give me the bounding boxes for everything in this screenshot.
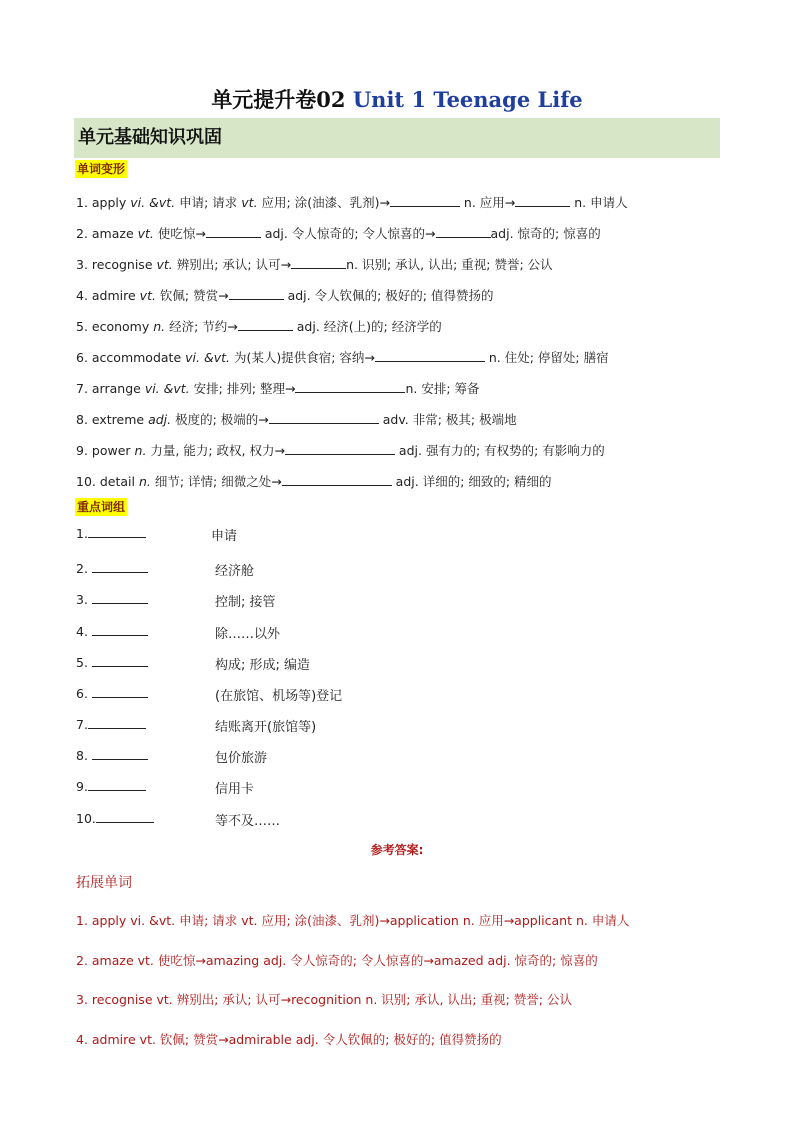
word-form-pos: vi. &vt. [144,381,190,396]
phrase-blank[interactable] [92,655,148,667]
phrase-blank[interactable] [96,811,154,823]
answer-blank[interactable] [229,288,284,300]
word-form-word: 5. economy [76,319,154,334]
word-form-derived: adj. 经济(上)的; 经济学的 [292,319,442,334]
phrase-number: 10. [76,811,96,826]
word-form-meaning: 辨别出; 承认; 认可→ [172,257,292,272]
word-form-word: 9. power [76,443,135,458]
phrase-item [76,624,148,639]
phrase-meaning: 除……以外 [215,627,281,642]
word-form-item [76,412,517,428]
answer-blank[interactable] [390,195,460,207]
word-form-derived: adj. 强有力的; 有权势的; 有影响力的 [394,443,605,458]
word-form-meaning: 应用; 涂(油漆、乳剂)→ [257,195,390,210]
phrase-meaning: 结账离开(旅馆等) [215,720,317,735]
phrase-meaning: 控制; 接管 [215,595,276,610]
phrase-number: 5. [76,655,92,670]
word-form-word: 2. amaze [76,226,138,241]
phrase-item [76,748,148,763]
word-form-item [76,381,480,397]
word-form-word: 6. accommodate [76,350,186,365]
answer-blank[interactable] [295,381,405,393]
phrase-item [76,655,148,670]
answer-blank[interactable] [238,319,293,331]
answer-blank[interactable] [285,443,395,455]
answer-item: 3. recognise vt. 辨别出; 承认; 认可→recognition n. 识别; 承认, 认出; 重视; 赞誉; 公认 [76,992,572,1007]
word-form-word: 8. extreme [76,412,149,427]
phrases-label: 重点词组 [77,500,126,514]
phrase-meaning: 等不及…… [215,814,281,829]
word-form-derived: n. 安排; 筹备 [405,381,480,396]
word-form-pos: vt. [241,195,258,210]
word-form-pos: vt. [156,257,173,272]
word-form-derived: adj. 惊奇的; 惊喜的 [490,226,601,241]
phrase-blank[interactable] [88,779,146,791]
word-form-word: 7. arrange [76,381,145,396]
word-form-derived: n. 住处; 停留处; 膳宿 [484,350,609,365]
phrase-blank[interactable] [92,624,148,636]
word-form-item [76,474,552,490]
title-en: Unit 1 Teenage Life [352,87,583,112]
word-form-derived: adj. 令人惊奇的; 令人惊喜的→ [260,226,436,241]
phrase-number: 6. [76,686,92,701]
word-form-pos: vt. [139,288,156,303]
word-form-derived: n. 应用→ [459,195,516,210]
word-form-item [76,319,442,335]
phrase-blank[interactable] [92,561,148,573]
answer-blank[interactable] [282,474,392,486]
word-form-pos: vi. &vt. [185,350,230,365]
word-form-derived: adj. 详细的; 细致的; 精细的 [391,474,552,489]
phrase-item [76,686,148,701]
answer-item: 2. amaze vt. 使吃惊→amazing adj. 令人惊奇的; 令人惊喜的→amazed adj. 惊奇的; 惊喜的 [76,952,598,968]
phrase-number: 9. [76,779,88,794]
word-form-word: 3. recognise [76,257,157,272]
phrase-number: 8. [76,748,92,763]
word-form-derived: adj. 令人钦佩的; 极好的; 值得赞扬的 [283,288,494,303]
word-form-derived: n. 识别; 承认, 认出; 重视; 赞誉; 公认 [346,257,553,272]
phrase-item [76,717,146,732]
word-form-item [76,257,553,273]
phrase-number: 3. [76,592,92,607]
answer-item: 4. admire vt. 钦佩; 赞赏→admirable adj. 令人钦佩的; 极好的; 值得赞扬的 [76,1031,502,1047]
phrase-blank[interactable] [88,717,146,729]
answer-blank[interactable] [291,257,346,269]
phrase-item [76,561,148,576]
phrase-meaning: 经济舱 [215,564,255,579]
word-form-item [76,226,601,242]
word-form-pos: n. [134,443,147,458]
phrase-item [76,526,146,541]
answer-item: 1. apply vi. &vt. 申请; 请求 vt. 应用; 涂(油漆、乳剂)→application n. 应用→applicant n. 申请人 [76,913,630,928]
document-title [0,84,794,114]
word-form-item [76,195,628,211]
phrase-meaning: 申请 [211,529,238,544]
phrase-number: 2. [76,561,92,576]
word-form-item [76,443,605,459]
word-form-word: 4. admire [76,288,140,303]
word-form-meaning: 极度的; 极端的→ [171,412,269,427]
answer-blank[interactable] [515,195,570,207]
word-form-pos: n. [138,474,151,489]
phrase-number: 7. [76,717,88,732]
word-form-word: 10. detail [76,474,139,489]
word-form-meaning: 力量, 能力; 政权, 权力→ [146,443,285,458]
word-form-derived: adv. 非常; 极其; 极端地 [378,412,517,427]
word-form-meaning: 为(某人)提供食宿; 容纳→ [229,350,375,365]
word-form-meaning: 钦佩; 赞赏→ [155,288,229,303]
phrase-meaning: 信用卡 [215,782,255,797]
word-form-item [76,288,493,304]
answers-heading: 参考答案: [370,843,424,857]
phrase-blank[interactable] [92,686,148,698]
phrase-meaning: 构成; 形成; 编造 [215,658,311,673]
word-forms-label: 单词变形 [77,162,126,176]
word-form-meaning: 使吃惊→ [153,226,206,241]
word-form-meaning: 细节; 详情; 细微之处→ [150,474,282,489]
answer-blank[interactable] [206,226,261,238]
word-form-meaning: 安排; 排列; 整理→ [189,381,296,396]
word-form-meaning: 申请; 请求 [175,195,242,210]
answers-subheading: 拓展单词 [76,875,132,891]
section-heading: 单元基础知识巩固 [74,118,720,158]
answer-blank[interactable] [436,226,491,238]
phrase-meaning: 包价旅游 [215,751,268,766]
word-form-derived: n. 申请人 [570,195,628,210]
word-form-pos: adj. [148,412,172,427]
phrase-item [76,811,154,826]
answer-blank[interactable] [375,350,485,362]
phrase-number: 4. [76,624,92,639]
phrase-meaning: (在旅馆、机场等)登记 [215,689,343,704]
answer-blank[interactable] [269,412,379,424]
phrase-blank[interactable] [88,526,146,538]
word-form-word: 1. apply [76,195,131,210]
phrase-number: 1. [76,526,88,541]
word-form-pos: vt. [137,226,154,241]
word-form-item [76,350,609,366]
phrase-item [76,779,146,794]
title-cn: 单元提升卷02 [211,87,353,112]
word-form-pos: vi. &vt. [130,195,176,210]
word-form-pos: n. [153,319,166,334]
word-form-meaning: 经济; 节约→ [165,319,238,334]
phrase-blank[interactable] [92,748,148,760]
phrase-item [76,592,148,607]
phrase-blank[interactable] [92,592,148,604]
